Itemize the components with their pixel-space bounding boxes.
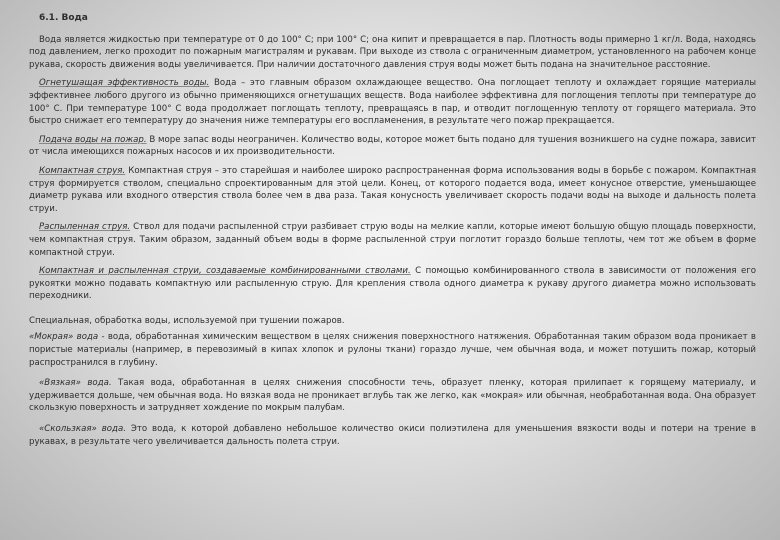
paragraph-text: Это вода, к которой добавлено небольшое количество окиси полиэтилена для уменьшения вязкости воды и потери на трение в рукавах, в результате чего увеличивается дальность полета струи. <box>29 424 756 447</box>
paragraph-lead: Распыленная струя. <box>39 222 131 233</box>
special-treatment-title: Специальная, обработка воды, используемой при тушении пожаров. <box>29 315 345 326</box>
paragraph-viscous-water <box>29 377 756 415</box>
paragraph-lead: Компактная и распыленная струи, создаваемые комбинированными стволами. <box>39 266 411 277</box>
paragraph-wet-water <box>29 331 756 369</box>
paragraph-compact-jet <box>29 165 756 215</box>
paragraph-lead: «Скользкая» вода. <box>39 424 126 435</box>
paragraph-text: Ствол для подачи распыленной струи разбивает струю воды на мелкие капли, которые имеют большую общую площадь поверхности, чем компактная струя. Таким образом, заданный объем воды в форме распыленной струи поглотит гораздо больше теплоты, чем тот же объем в форме компактной струи. <box>29 222 756 258</box>
paragraph-water-supply <box>29 134 756 159</box>
paragraph-lead: «Мокрая» вода <box>29 332 99 343</box>
paragraph-extinguishing-efficiency <box>29 77 756 127</box>
paragraph-text: С помощью комбинированного ствола в зависимости от положения его рукоятки можно подавать компактную или распыленную струю. Для крепления ствола одного диаметра к рукаву другого диаметра можно использовать переходники. <box>29 266 757 302</box>
intro-paragraph: Вода является жидкостью при температуре от 0 до 100° С; при 100° С; она кипит и превращается в пар. Плотность воды примерно 1 кг/л. Вода, находясь под давлением, легко проходит по пожарным магистралям и рукавам. При выходе из ствола с ограниченным диаметром, установленного на рабочем конце рукава, скорость движения воды увеличивается. При наличии достаточного давления струя воды может быть подана на значительное расстояние. <box>29 34 756 70</box>
paragraph-lead: Подача воды на пожар. <box>39 134 147 145</box>
paragraph-text: Вода – это главным образом охлаждающее вещество. Она поглощает теплоту и охлаждает горящие материалы эффективнее любого другого из обычно применяющихся огнетушащих веществ. Вода наиболее эффективна для поглощения теплоты при температуре до 100° С. При температуре 100° С вода продолжает поглощать теплоту, превращаясь в пар, и отводит поглощенную теплоту от горящего материала. Это быстро снижает его температуру до значения ниже температуры его воспламенения, в результате чего пожар прекращается. <box>29 78 756 127</box>
section-heading: 6.1. Вода <box>39 13 88 23</box>
paragraph-spray-jet <box>29 221 756 259</box>
paragraph-text: Компактная струя – это старейшая и наиболее широко распространенная форма использования воды в борьбе с пожаром. Компактная струя формируется стволом, специально спроектированным для этой цели. Конец, от которого подается вода, имеет конусное отверстие, уменьшающее диаметр рукава или входного отверстия ствола более чем в два раза. Такая конусность увеличивает скорость подачи воды на выходе и дальность полета струи. <box>29 165 756 214</box>
paragraph-text: В море запас воды неограничен. Количество воды, которое может быть подано для тушения возникшего на судне пожара, зависит от числа имеющихся пожарных насосов и их производительности. <box>29 134 756 158</box>
paragraph-lead: «Вязкая» вода. <box>39 378 112 389</box>
paragraph-combination-nozzle <box>29 265 756 303</box>
paragraph-lead: Огнетушащая эффективность воды. <box>39 78 210 89</box>
paragraph-slippery-water <box>29 423 756 448</box>
paragraph-lead: Компактная струя. <box>39 165 126 176</box>
paragraph-text: - вода, обработанная химическим веществом в целях снижения поверхностного натяжения. Обработанная таким образом вода проникает в пористые материалы (например, в перевозимый в кипах хлопок и рулоны ткани) гораздо лучше, чем обычная вода, и может потушить пожар, который распространился в глубину. <box>29 332 756 368</box>
paragraph-text: Такая вода, обработанная в целях снижения способности течь, образует пленку, которая прилипает к горящему материалу, и удерживается дольше, чем обычная вода. Но вязкая вода не проникает вглубь так же легко, как «мокрая» или обычная, необработанная вода. Она образует скользкую поверхность и затрудняет хождение по мокрым палубам. <box>29 378 756 414</box>
